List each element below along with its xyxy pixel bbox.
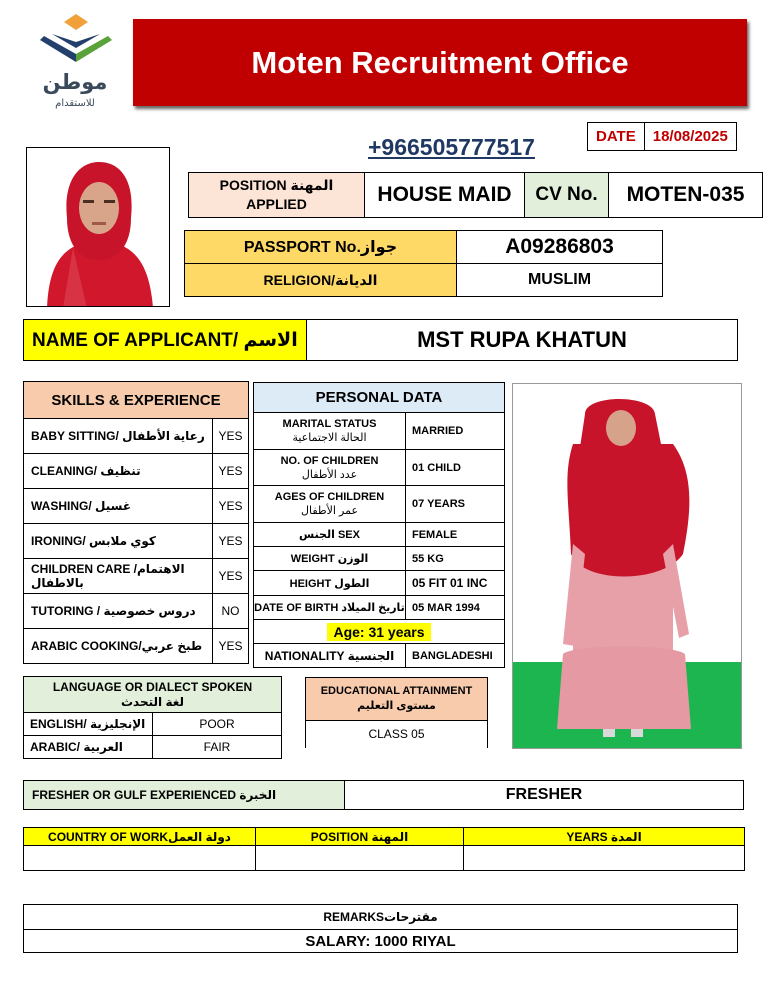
cv-value: MOTEN-035 [609, 173, 763, 218]
work-country-cell [24, 846, 256, 871]
work-history-row [24, 846, 745, 871]
personal-row [254, 620, 505, 644]
applicant-full-body-photo [512, 383, 742, 749]
children-label-en: NO. OF CHILDREN [280, 454, 379, 467]
education-title-en: EDUCATIONAL ATTAINMENT [320, 685, 473, 697]
skill-row [24, 454, 249, 489]
remarks-table [23, 904, 738, 953]
skill-row [24, 489, 249, 524]
language-value: FAIR [153, 736, 282, 759]
dob-value: 05 MAR 1994 [406, 596, 505, 620]
weight-label: WEIGHT الوزن [254, 547, 406, 571]
marital-value: MARRIED [406, 413, 505, 450]
personal-row [254, 450, 505, 486]
date-box [587, 122, 737, 151]
children-label-ar: عدد الأطفال [301, 468, 358, 481]
skill-row [24, 594, 249, 629]
applicant-portrait-photo [26, 147, 170, 307]
skill-row [24, 559, 249, 594]
language-title-en: LANGUAGE OR DIALECT SPOKEN [52, 679, 253, 694]
marital-label-ar: الحالة الاجتماعية [292, 432, 367, 444]
personal-row [254, 486, 505, 523]
applicant-name-table [23, 319, 738, 361]
height-value: 05 FIT 01 INC [406, 571, 505, 596]
position-label-en-2: APPLIED [246, 196, 307, 212]
work-position-header: POSITION المهنة [256, 828, 464, 846]
religion-value: MUSLIM [457, 264, 663, 297]
education-title-ar: مستوى التعليم [357, 700, 436, 712]
skill-label: WASHING/ غسيل [24, 489, 213, 524]
date-label: DATE [588, 123, 645, 151]
logo-mark-icon [38, 14, 112, 64]
skill-row [24, 419, 249, 454]
skill-label: IRONING/ كوي ملابس [24, 524, 213, 559]
work-position-cell [256, 846, 464, 871]
passport-table [184, 230, 663, 297]
weight-value: 55 KG [406, 547, 505, 571]
work-history-table [23, 827, 745, 871]
company-logo [30, 14, 120, 114]
children-label [254, 450, 406, 486]
skill-label: TUTORING / دروس خصوصية [24, 594, 213, 629]
skill-label: BABY SITTING/ رعاية الأطفال [24, 419, 213, 454]
work-years-header: YEARS المدة [464, 828, 745, 846]
work-country-header: COUNTRY OF WORKدولة العمل [24, 828, 256, 846]
personal-row [254, 644, 505, 668]
remarks-label: REMARKSمقترحات [24, 905, 738, 930]
phone-link[interactable]: +966505777517 [368, 134, 535, 160]
logo-arabic-name: موطن [42, 70, 108, 94]
salary-value: SALARY: 1000 RIYAL [24, 930, 738, 953]
position-label-ar: المهنة [290, 177, 334, 193]
position-value: HOUSE MAID [365, 173, 525, 218]
language-row [24, 713, 282, 736]
nationality-label: NATIONALITY الجنسية [254, 644, 406, 668]
personal-row [254, 547, 505, 571]
language-label: ENGLISH/ الإنجليزية [24, 713, 153, 736]
skills-title: SKILLS & EXPERIENCE [24, 382, 249, 419]
skill-label: CLEANING/ تنظيف [24, 454, 213, 489]
ages-value: 07 YEARS [406, 486, 505, 523]
applicant-name-value: MST RUPA KHATUN [307, 320, 738, 361]
language-table [23, 676, 282, 759]
position-label-cell [189, 173, 365, 218]
date-value: 18/08/2025 [644, 123, 736, 151]
age-value: Age: 31 years [327, 623, 430, 641]
age-cell [254, 620, 505, 644]
skills-table [23, 381, 249, 664]
skill-label: ARABIC COOKING/طبخ عربي [24, 629, 213, 664]
personal-row [254, 523, 505, 547]
position-label-en-1: POSITION [219, 177, 287, 193]
work-years-cell [464, 846, 745, 871]
religion-label: RELIGION/الديانة [185, 264, 457, 297]
dob-label: DATE OF BIRTH تاريخ الميلاد [254, 596, 406, 620]
personal-title: PERSONAL DATA [254, 383, 505, 413]
logo-arabic-subtitle: للاستقدام [55, 98, 95, 109]
personal-row [254, 571, 505, 596]
skill-value: YES [213, 454, 249, 489]
personal-row [254, 413, 505, 450]
marital-label-en: MARITAL STATUS [282, 418, 377, 430]
language-row [24, 736, 282, 759]
passport-label: PASSPORT No.جواز [185, 231, 457, 264]
position-table [188, 172, 763, 218]
skill-row [24, 629, 249, 664]
height-label: HEIGHT الطول [254, 571, 406, 596]
ages-label-en: AGES OF CHILDREN [274, 491, 385, 503]
skill-value: YES [213, 489, 249, 524]
applicant-name-label: NAME OF APPLICANT/ الاسم [24, 320, 307, 361]
skill-value: YES [213, 559, 249, 594]
education-value: CLASS 05 [306, 721, 488, 748]
page-title: Moten Recruitment Office [251, 44, 629, 80]
ages-label-ar: عمر الأطفال [300, 505, 359, 517]
experience-table [23, 780, 744, 810]
children-value: 01 CHILD [406, 450, 505, 486]
skill-value: NO [213, 594, 249, 629]
skill-value: YES [213, 419, 249, 454]
header-banner [133, 19, 747, 106]
marital-label [254, 413, 406, 450]
experience-label: FRESHER OR GULF EXPERIENCED الخبرة [24, 781, 345, 810]
skill-label: CHILDREN CARE /الاهتمام بالاطفال [24, 559, 213, 594]
language-label: ARABIC/ العربية [24, 736, 153, 759]
education-table [305, 677, 488, 748]
language-title [24, 677, 282, 713]
cv-label: CV No. [525, 173, 609, 218]
skill-row [24, 524, 249, 559]
sex-value: FEMALE [406, 523, 505, 547]
skill-value: YES [213, 629, 249, 664]
experience-value: FRESHER [345, 781, 744, 810]
skill-value: YES [213, 524, 249, 559]
language-value: POOR [153, 713, 282, 736]
language-title-ar: لغة التحدث [120, 694, 185, 709]
personal-data-table [253, 382, 505, 668]
passport-value: A09286803 [457, 231, 663, 264]
education-title [306, 678, 488, 721]
personal-row [254, 596, 505, 620]
nationality-value: BANGLADESHI [406, 644, 505, 668]
ages-label [254, 486, 406, 523]
sex-label: الجنس SEX [254, 523, 406, 547]
